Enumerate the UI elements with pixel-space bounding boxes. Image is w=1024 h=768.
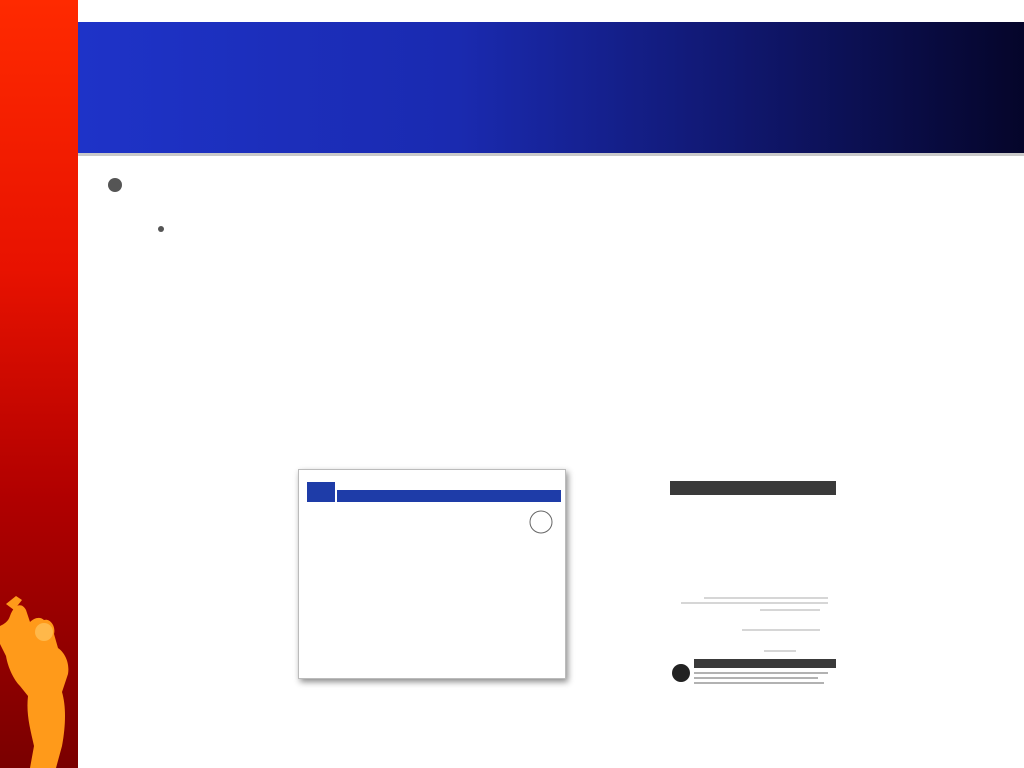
flyer-graphic (299, 470, 565, 678)
bullet-level-1 (108, 178, 140, 192)
title-bar-divider (78, 153, 1024, 156)
sub-bullet-dot-icon (158, 226, 164, 232)
karate-kicker-silhouette (0, 596, 78, 768)
card-graphic (668, 479, 838, 689)
my-karate-schedule-card-image (668, 479, 838, 689)
bullet-dot-icon (108, 178, 122, 192)
title-bar (78, 0, 1024, 155)
class-schedule-flyer-image (298, 469, 566, 679)
